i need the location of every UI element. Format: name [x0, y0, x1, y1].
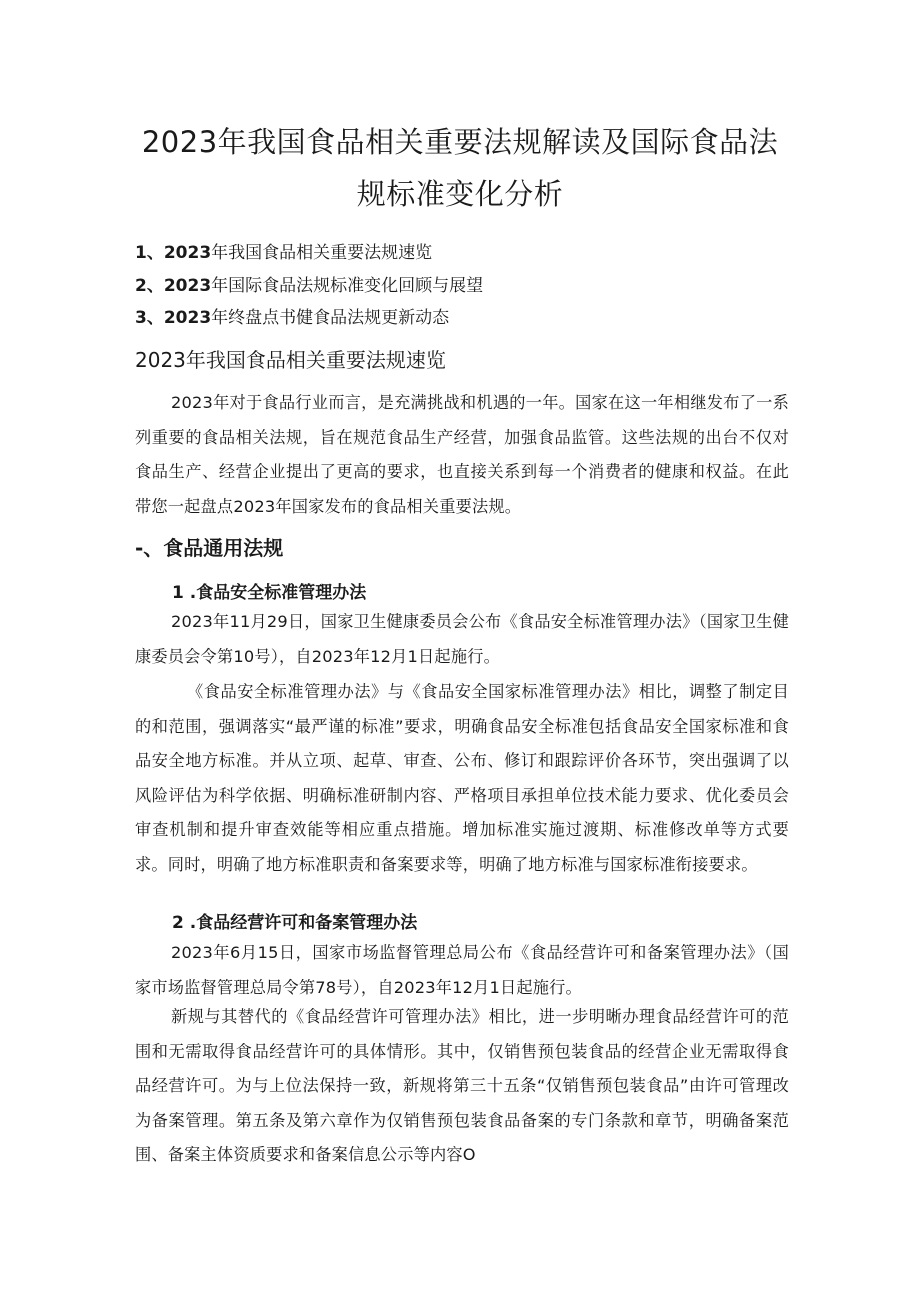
- category-heading: -、食品通用法规: [135, 536, 284, 560]
- toc-item-2: [135, 271, 483, 296]
- intro-paragraph: 2023年对于食品行业而言，是充满挑战和机遇的一年。国家在这一年相继发布了一系列重要的食品相关法规，旨在规范食品生产经营，加强食品监管。这些法规的出台不仅对食品生产、经营企业提出了更高的要求，也直接关系到每一个消费者的健康和权益。在此带您一起盘点2023年国家发布的食品相关重要法规。: [135, 393, 789, 516]
- document-title-line2: 规标准变化分析: [356, 177, 564, 211]
- subsection-1-paragraph-2: 《食品安全标准管理办法》与《食品安全国家标准管理办法》相比，调整了制定目的和范围，强调落实“最严谨的标准”要求，明确食品安全标准包括食品安全国家标准和食品安全地方标准。并从立项、起草、审查、公布、修订和跟踪评价各环节，突出强调了以风险评估为科学依据、明确标准研制内容、严格项目承担单位技术能力要求、优化委员会审查机制和提升审查效能等相应重点措施。增加标准实施过渡期、标准修改单等方式要求。同时，明确了地方标准职责和备案要求等，明确了地方标准与国家标准衔接要求。: [135, 682, 789, 874]
- toc-item-number: 3、: [135, 308, 164, 328]
- toc-item-text: 年国际食品法规标准变化回顾与展望: [211, 276, 484, 296]
- toc-item-year: 2023: [163, 308, 212, 328]
- toc-item-text: 年终盘点书健食品法规更新动态: [211, 308, 450, 328]
- section-heading: 2023年我国食品相关重要法规速览: [135, 348, 446, 372]
- subsection-1-paragraph-1: 2023年11月29日，国家卫生健康委员会公布《食品安全标准管理办法》（国家卫生健康委员会令第10号），自2023年12月1日起施行。: [135, 612, 789, 666]
- subsection-2-paragraph-2: 新规与其替代的《食品经营许可管理办法》相比，进一步明晰办理食品经营许可的范围和无需取得食品经营许可的具体情形。其中，仅销售预包装食品的经营企业无需取得食品经营许可。为与上位法保持一致，新规将第三十五条“仅销售预包装食品”由许可管理改为备案管理。第五条及第六章作为仅销售预包装食品备案的专门条款和章节，明确备案范围、备案主体资质要求和备案信息公示等内容O: [135, 1007, 789, 1164]
- toc-item-3: [135, 303, 449, 328]
- toc-item-1: [135, 238, 432, 263]
- toc-item-number: 1、: [135, 243, 164, 263]
- subsection-2-paragraph-1: 2023年6月15日，国家市场监督管理总局公布《食品经营许可和备案管理办法》（国家市场监督管理总局令第78号），自2023年12月1日起施行。: [135, 943, 789, 997]
- toc-item-year: 2023: [163, 243, 212, 263]
- toc-item-text: 年我国食品相关重要法规速览: [211, 243, 433, 263]
- subsection-heading-2: 2 .食品经营许可和备案管理办法: [172, 913, 418, 933]
- toc-item-year: 2023: [163, 276, 212, 296]
- document-title-line1: 2023年我国食品相关重要法规解读及国际食品法: [141, 125, 779, 159]
- subsection-heading-1: 1 .食品安全标准管理办法: [172, 583, 367, 603]
- toc-item-number: 2、: [135, 276, 164, 296]
